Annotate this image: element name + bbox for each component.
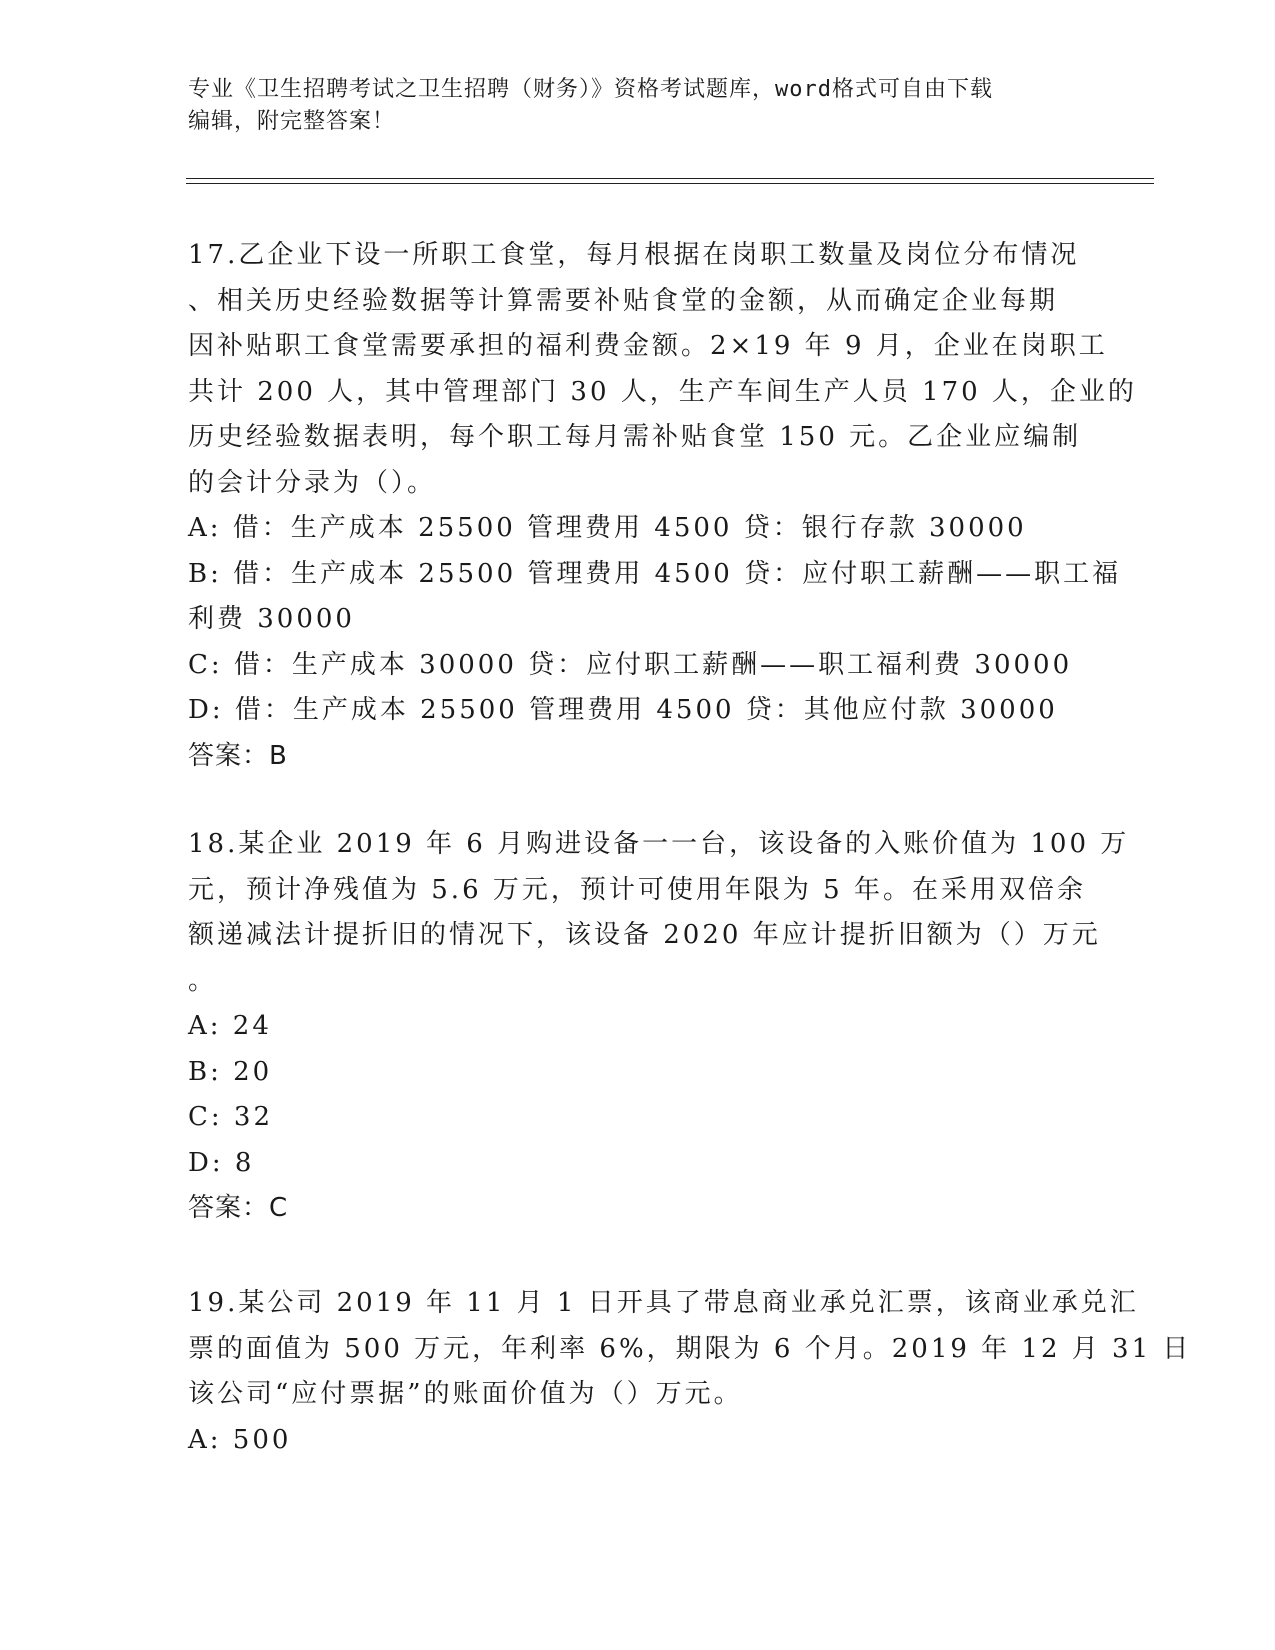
question-text-line: 共计 200 人，其中管理部门 30 人，生产车间生产人员 170 人，企业的 (188, 376, 1137, 407)
question-text-line: 。 (188, 965, 218, 996)
option-c: C: 32 (188, 1102, 274, 1132)
answer-label: 答案：B (188, 740, 288, 771)
question-text-line: 额递减法计提折旧的情况下，该设备 2020 年应计提折旧额为（）万元 (188, 920, 1101, 950)
question-17 (188, 233, 1137, 779)
header-divider-bottom (186, 183, 1154, 184)
option-b-continued: 利费 30000 (188, 604, 355, 634)
question-19 (188, 1281, 1192, 1463)
header-line-2: 编辑，附完整答案！ (188, 109, 396, 134)
answer-label: 答案：C (188, 1193, 289, 1223)
document-header (188, 74, 1068, 138)
header-line-1: 专业《卫生招聘考试之卫生招聘（财务）》资格考试题库，word格式可自由下载 (188, 77, 993, 102)
option-b: B: 借：生产成本 25500 管理费用 4500 贷：应付职工薪酬——职工福 (188, 558, 1122, 589)
question-text-line: 该公司“应付票据”的账面价值为（）万元。 (188, 1379, 743, 1409)
question-18 (188, 822, 1130, 1232)
question-text-line: 、相关历史经验数据等计算需要补贴食堂的金额，从而确定企业每期 (188, 285, 1059, 316)
option-a: A: 500 (188, 1424, 292, 1455)
option-c: C: 借：生产成本 30000 贷：应付职工薪酬——职工福利费 30000 (188, 649, 1073, 680)
question-text-line: 18.某企业 2019 年 6 月购进设备一一台，该设备的入账价值为 100 万 (188, 829, 1130, 859)
question-text-line: 17.乙企业下设一所职工食堂，每月根据在岗职工数量及岗位分布情况 (188, 240, 1080, 270)
question-text-line: 的会计分录为（）。 (188, 467, 437, 498)
option-d: D: 8 (188, 1147, 255, 1178)
option-a: A: 借：生产成本 25500 管理费用 4500 贷：银行存款 30000 (188, 513, 1027, 543)
question-text-line: 因补贴职工食堂需要承担的福利费金额。2×19 年 9 月，企业在岗职工 (188, 331, 1108, 361)
question-text-line: 19.某公司 2019 年 11 月 1 日开具了带息商业承兑汇票，该商业承兑汇 (188, 1288, 1139, 1318)
option-a: A: 24 (188, 1011, 272, 1041)
question-text-line: 历史经验数据表明，每个职工每月需补贴食堂 150 元。乙企业应编制 (188, 422, 1082, 452)
question-text-line: 票的面值为 500 万元，年利率 6%，期限为 6 个月。2019 年 12 月 31 日 (188, 1333, 1192, 1364)
option-b: B: 20 (188, 1056, 273, 1087)
header-divider-top (186, 178, 1154, 179)
option-d: D: 借：生产成本 25500 管理费用 4500 贷：其他应付款 30000 (188, 695, 1058, 725)
question-text-line: 元，预计净残值为 5.6 万元，预计可使用年限为 5 年。在采用双倍余 (188, 874, 1086, 905)
